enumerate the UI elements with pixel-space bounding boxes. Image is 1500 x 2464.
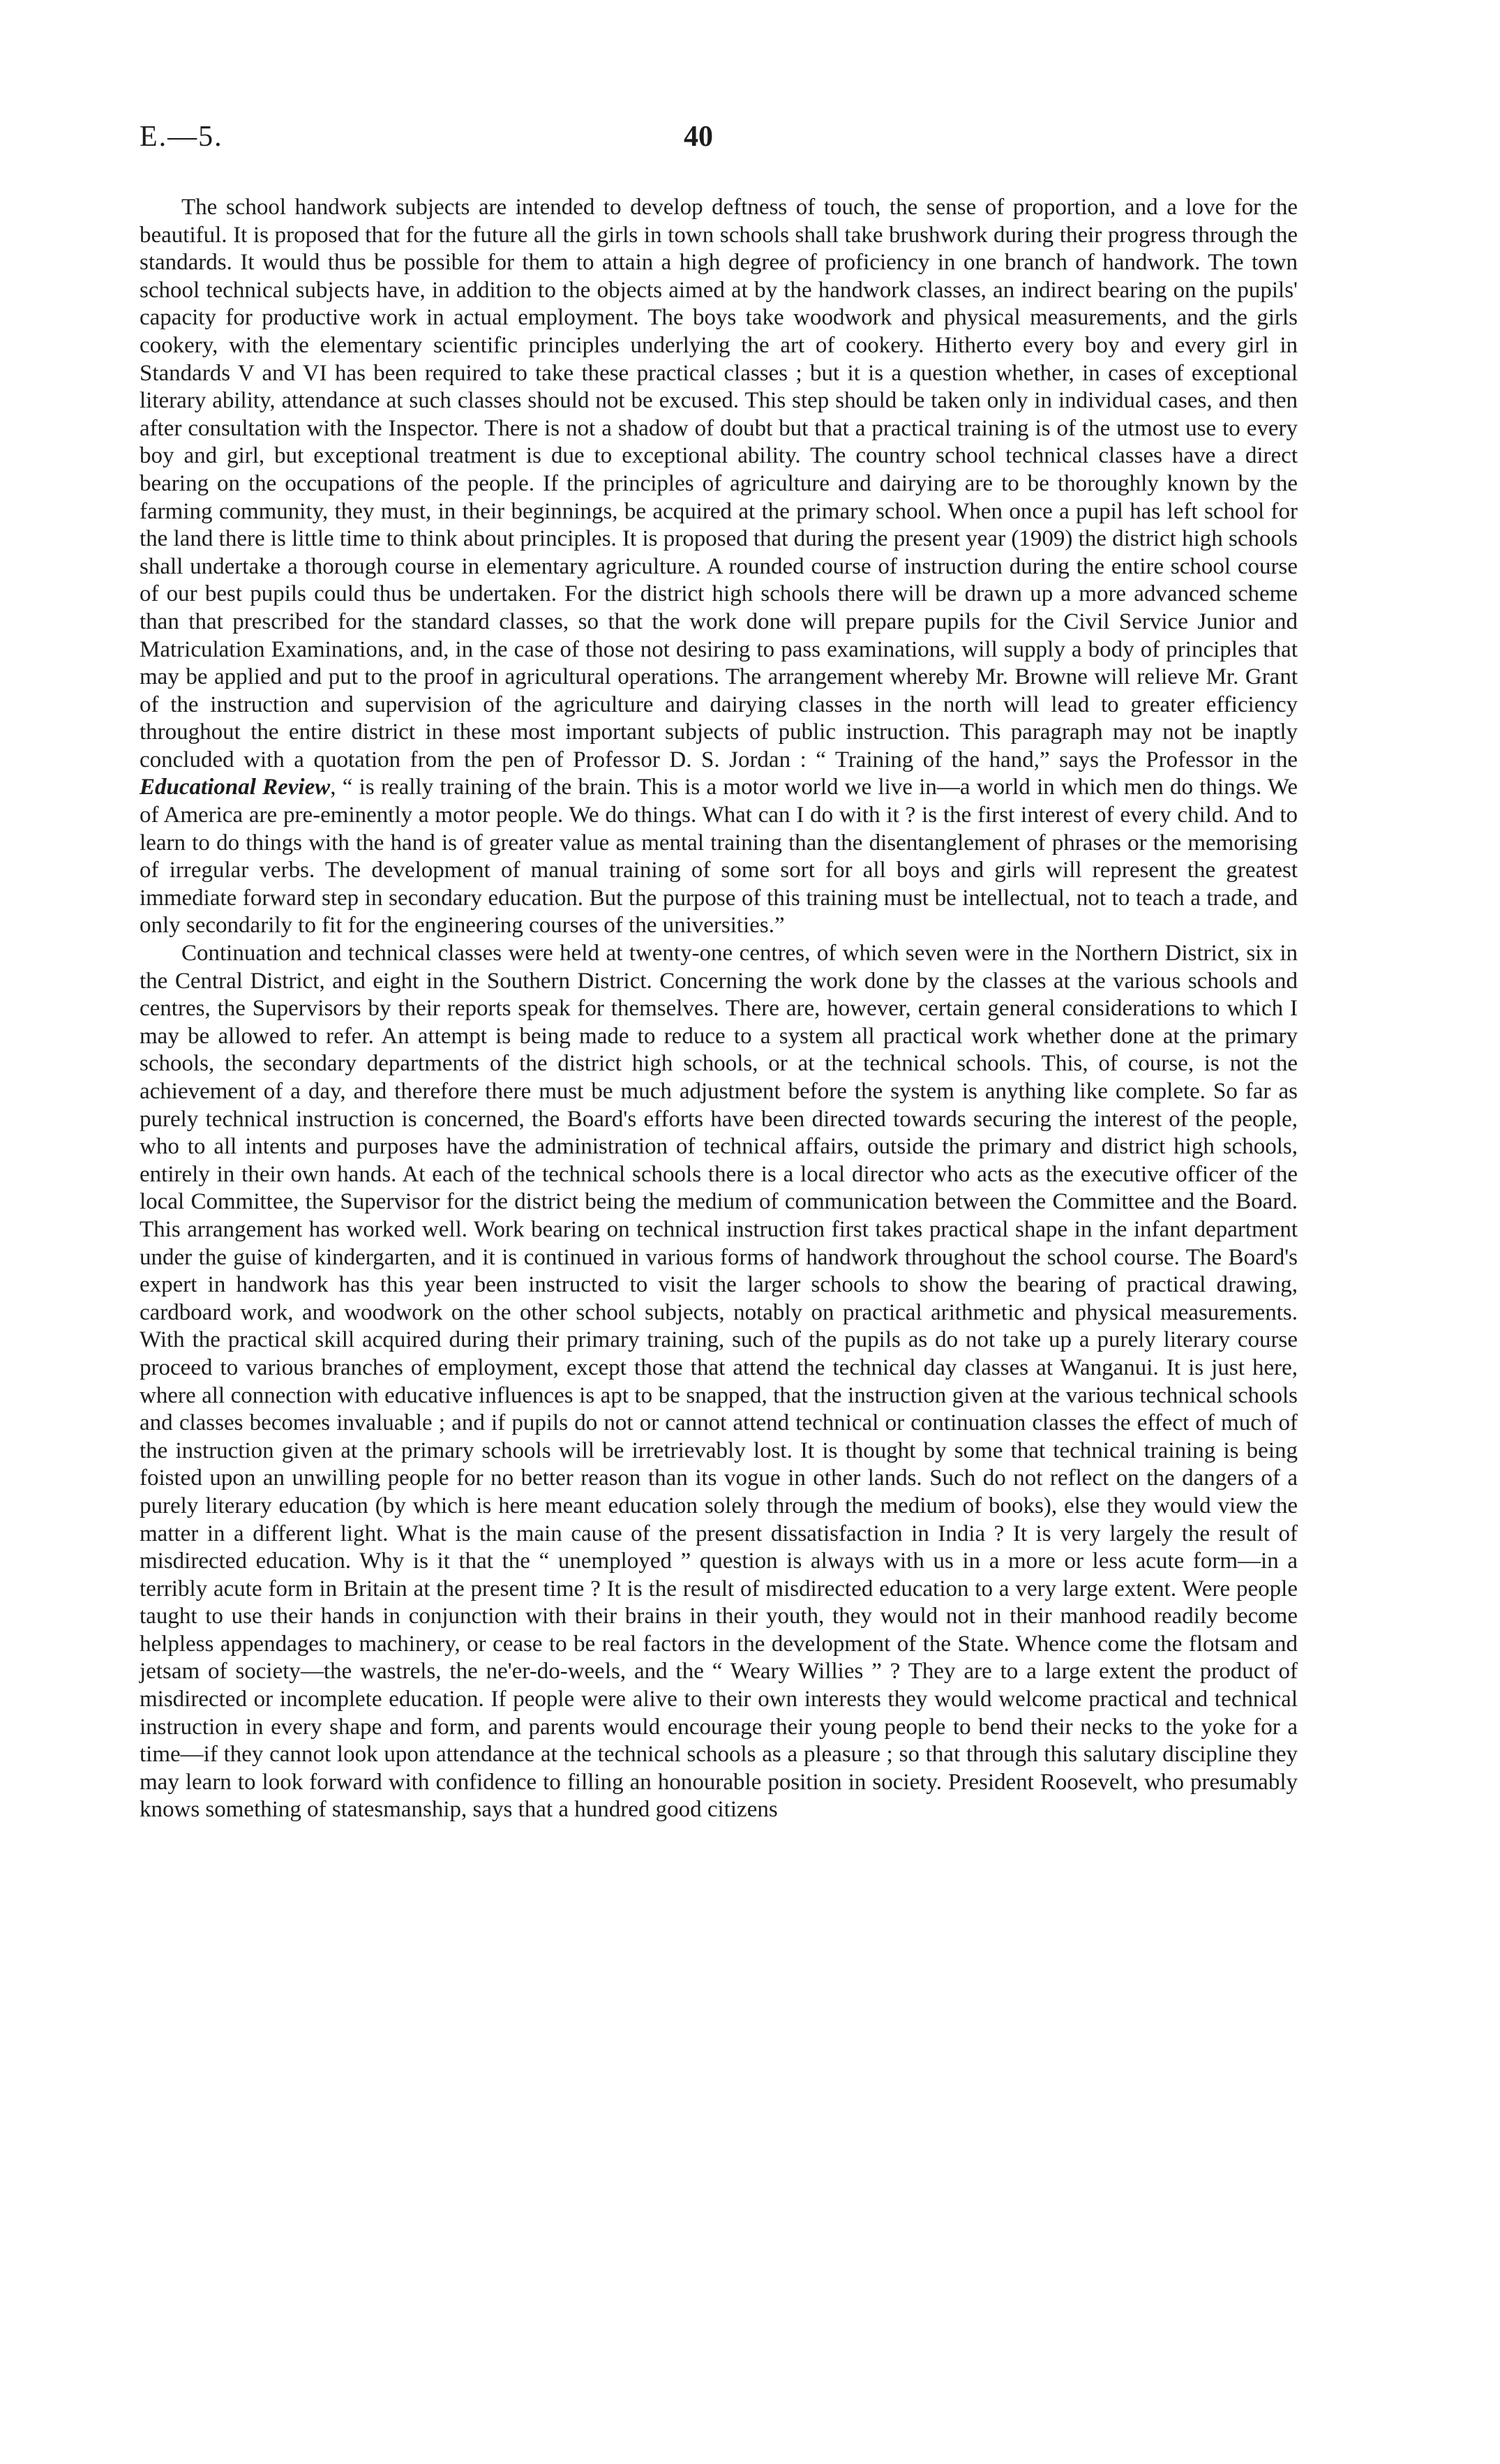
body-text <box>140 194 1298 1824</box>
paragraph-handwork <box>140 194 1298 940</box>
paragraph-continuation-classes: Continuation and technical classes were held at twenty-one centres, of which seven were in the Northern District, six in the Central District, and eight in the Southern District. Concerning the work done by the classes at the various schools and centres, the Supervisors by their reports speak for themselves. There are, however, certain general considerations to which I may be allowed to refer. An attempt is being made to reduce to a system all practical work whether done at the primary schools, the secondary departments of the district high schools, or at the technical schools. This, of course, is not the achievement of a day, and therefore there must be much adjustment before the system is anything like complete. So far as purely technical instruction is concerned, the Board's efforts have been directed towards securing the interest of the people, who to all intents and purposes have the administration of technical affairs, outside the primary and district high schools, entirely in their own hands. At each of the technical schools there is a local director who acts as the executive officer of the local Committee, the Supervisor for the district being the medium of communication between the Committee and the Board. This arrangement has worked well. Work bearing on technical instruction first takes practical shape in the infant department under the guise of kindergarten, and it is continued in various forms of handwork throughout the school course. The Board's expert in handwork has this year been instructed to visit the larger schools to show the bearing of practical drawing, cardboard work, and woodwork on the other school subjects, notably on practical arithmetic and physical measurements. With the practical skill acquired during their primary training, such of the pupils as do not take up a purely literary course proceed to various branches of employment, except those that attend the technical day classes at Wanganui. It is just here, where all connection with educative influences is apt to be snapped, that the instruction given at the various technical schools and classes becomes invaluable ; and if pupils do not or cannot attend technical or continuation classes the effect of much of the instruction given at the primary schools will be irretrievably lost. It is thought by some that technical training is being foisted upon an unwilling people for no better reason than its vogue in other lands. Such do not reflect on the dangers of a purely literary education (by which is here meant education solely through the medium of books), else they would view the matter in a different light. What is the main cause of the present dissatisfaction in India ? It is very largely the result of misdirected education. Why is it that the “ unemployed ” question is always with us in a more or less acute form—in a terribly acute form in Britain at the present time ? It is the result of misdirected education to a very large extent. Were people taught to use their hands in conjunction with their brains in their youth, they would not in their manhood readily become helpless appendages to machinery, or cease to be real factors in the development of the State. Whence come the flotsam and jetsam of society—the wastrels, the ne'er-do-weels, and the “ Weary Willies ” ? They are to a large extent the product of misdirected or incomplete education. If people were alive to their own interests they would welcome practical and technical instruction in every shape and form, and parents would encourage their young people to bend their necks to the yoke for a time—if they cannot look upon attendance at the technical schools as a pleasure ; so that through this salutary discipline they may learn to look forward with confidence to filling an honourable position in society. President Roosevelt, who presumably knows something of statesmanship, says that a hundred good citizens <box>140 941 1298 1823</box>
document-reference: E.—5. <box>140 121 223 153</box>
page-header <box>140 120 1360 162</box>
journal-title: Educational Review <box>140 775 331 800</box>
page-number: 40 <box>684 121 713 153</box>
paragraph-handwork-text: The school handwork subjects are intended to develop deftness of touch, the sense of proportion, and a love for the beautiful. It is proposed that for the future all the girls in town schools shall take brushwork during their progress through the standards. It would thus be possible for them to attain a high degree of proficiency in one branch of handwork. The town school technical subjects have, in addition to the objects aimed at by the handwork classes, an indirect bearing on the pupils' capacity for productive work in actual employment. The boys take woodwork and physical measurements, and the girls cookery, with the elementary scientific principles underlying the art of cookery. Hitherto every boy and every girl in Standards V and VI has been required to take these practical classes ; but it is a question whether, in cases of exceptional literary ability, attendance at such classes should not be excused. This step should be taken only in individual cases, and then after consultation with the Inspector. There is not a shadow of doubt but that a practical training is of the utmost use to every boy and girl, but exceptional treatment is due to exceptional ability. The country school technical classes have a direct bearing on the occupations of the people. If the principles of agriculture and dairying are to be thoroughly known by the farming community, they must, in their beginnings, be acquired at the primary school. When once a pupil has left school for the land there is little time to think about principles. It is proposed that during the present year (1909) the district high schools shall undertake a thorough course in elementary agriculture. A rounded course of instruction during the entire school course of our best pupils could thus be undertaken. For the district high schools there will be drawn up a more advanced scheme than that prescribed for the standard classes, so that the work done will prepare pupils for the Civil Service Junior and Matriculation Examinations, and, in the case of those not desiring to pass examinations, will supply a body of principles that may be applied and put to the proof in agricultural operations. The arrangement whereby Mr. Browne will relieve Mr. Grant of the instruction and supervision of the agriculture and dairying classes in the north will lead to greater efficiency throughout the entire district in these most important subjects of public instruction. This paragraph may not be inaptly concluded with a quotation from the pen of Professor D. S. Jordan : “ Training of the hand,” says the Professor in the <box>140 195 1298 772</box>
paragraph-handwork-quote: , “ is really training of the brain. This is a motor world we live in—a world in which men do things. We of America are pre-eminently a motor people. We do things. What can I do with it ? is the first interest of every child. And to learn to do things with the hand is of greater value as mental training than the disentanglement of phrases or the memorising of irregular verbs. The development of manual training of some sort for all boys and girls will represent the greatest immediate forward step in secondary education. But the purpose of this training must be intellectual, not to teach a trade, and only secondarily to fit for the engineering courses of the universities.” <box>140 775 1298 939</box>
